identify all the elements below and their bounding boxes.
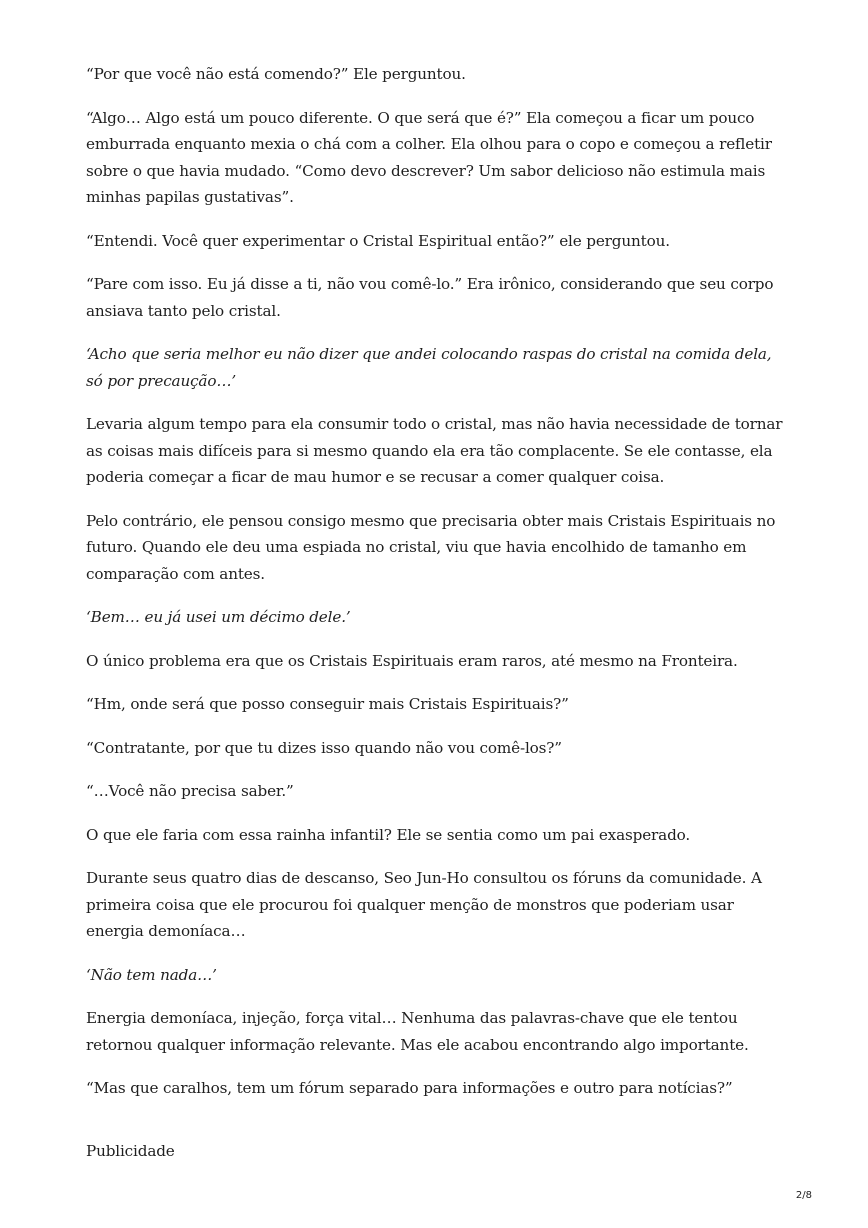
paragraph: “Contratante, por que tu dizes isso quando não vou comê-los?” [86,738,562,757]
thought-paragraph: ‘Acho que seria melhor eu não dizer que andei colocando raspas do cristal na comida dela, só por precaução…’ [86,345,772,390]
paragraph: Durante seus quatro dias de descanso, Seo Jun-Ho consultou os fóruns da comunidade. A primeira coisa que ele procurou foi qualquer menção de monstros que poderiam usar energia demoníaca… [86,869,762,940]
paragraph: “Entendi. Você quer experimentar o Cristal Espiritual então?” ele perguntou. [86,231,670,250]
paragraph: “Pare com isso. Eu já disse a ti, não vou comê-lo.” Era irônico, considerando que seu corpo ansiava tanto pelo cristal. [86,275,774,320]
paragraph: Levaria algum tempo para ela consumir todo o cristal, mas não havia necessidade de tornar as coisas mais difíceis para si mesmo quando ela era tão complacente. Se ele contasse, ela poderia começar a ficar de mau humor e se recusar a comer qualquer coisa. [86,415,783,486]
paragraph: O único problema era que os Cristais Espirituais eram raros, até mesmo na Fronteira. [86,651,738,670]
paragraph: “Algo… Algo está um pouco diferente. O que será que é?” Ela começou a ficar um pouco emburrada enquanto mexia o chá com a colher. Ela olhou para o copo e começou a refletir sobre o que havia mudado. “Como devo descrever? Um sabor delicioso não estimula mais minhas papilas gustativas”. [86,108,772,206]
advertisement-label: Publicidade [86,1141,175,1160]
paragraph: Energia demoníaca, injeção, força vital… Nenhuma das palavras-chave que ele tentou retornou qualquer informação relevante. Mas ele acabou encontrando algo importante. [86,1009,749,1054]
thought-paragraph: ‘Não tem nada…’ [86,965,217,984]
paragraph: “Por que você não está comendo?” Ele perguntou. [86,65,466,83]
page-number: 2/8 [795,1190,812,1201]
paragraph: Pelo contrário, ele pensou consigo mesmo que precisaria obter mais Cristais Espirituais no futuro. Quando ele deu uma espiada no cristal, viu que havia encolhido de tamanho em comparação com antes. [86,511,776,583]
paragraph: “Mas que caralhos, tem um fórum separado para informações e outro para notícias?” [86,1079,733,1097]
paragraph: “Hm, onde será que posso conseguir mais Cristais Espirituais?” [86,695,569,713]
thought-paragraph: ‘Bem… eu já usei um décimo dele.’ [86,608,351,626]
paragraph: “…Você não precisa saber.” [86,782,294,800]
paragraph: O que ele faria com essa rainha infantil? Ele se sentia como um pai exasperado. [86,825,691,844]
document-body [86,61,786,1181]
